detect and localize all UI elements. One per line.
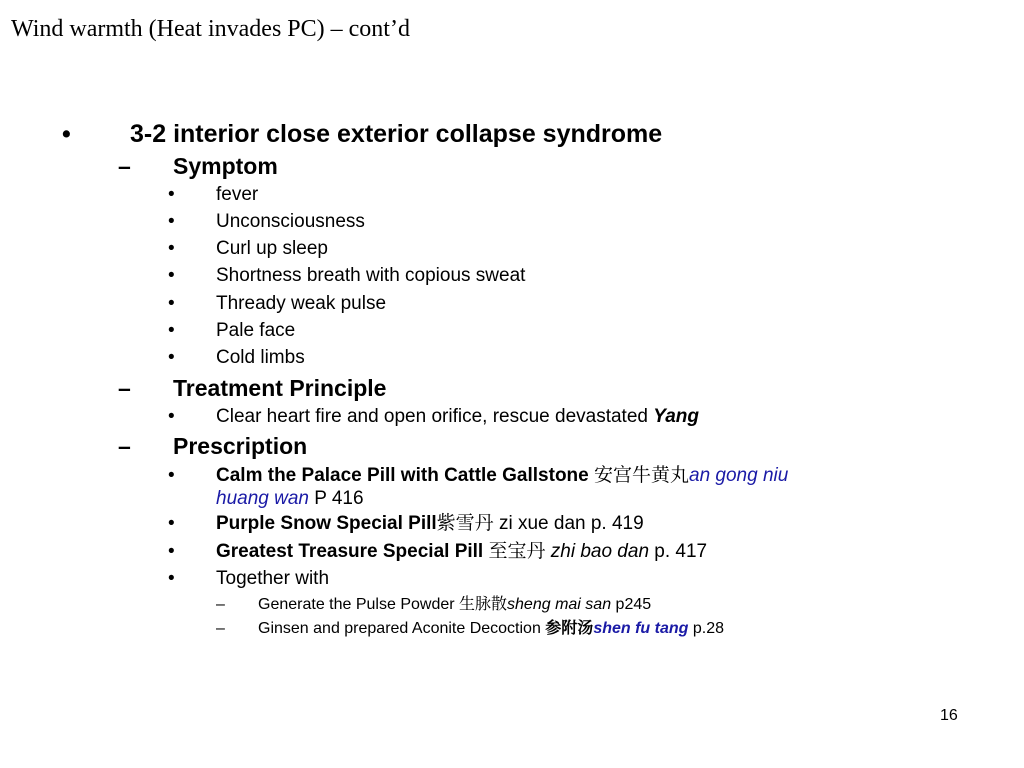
- symptom-item: Cold limbs: [216, 347, 305, 368]
- sub-item: [258, 619, 724, 639]
- prescription-item: [216, 464, 788, 488]
- page-ref: p.28: [688, 620, 725, 637]
- yang-emphasis: Yang: [653, 406, 700, 427]
- prescription-label: Prescription: [173, 433, 308, 459]
- page-ref: P 416: [308, 488, 364, 509]
- symptom-item: fever: [216, 184, 259, 205]
- bullet: •: [168, 465, 175, 486]
- pinyin: huang wan: [216, 488, 309, 509]
- pinyin: zhi bao dan: [550, 541, 650, 562]
- dash: –: [118, 153, 131, 179]
- page-ref: p. 417: [649, 541, 708, 562]
- bullet: •: [168, 541, 175, 562]
- symptom-label: Symptom: [173, 153, 278, 179]
- prescription-item: [216, 512, 644, 536]
- chinese-name: 参附汤: [545, 620, 594, 637]
- treatment-text: Clear heart fire and open orifice, rescue devastated: [216, 406, 654, 427]
- pinyin: sheng mai san: [507, 596, 612, 613]
- treatment-label: Treatment Principle: [173, 375, 387, 401]
- symptom-item: Curl up sleep: [216, 238, 328, 259]
- together-with: Together with: [216, 568, 330, 589]
- symptom-item: Thready weak pulse: [216, 293, 387, 314]
- formula-name: Generate the Pulse Powder: [258, 596, 460, 613]
- page-ref: p245: [611, 596, 652, 613]
- prescription-item: [216, 540, 707, 564]
- sub-item: [258, 595, 651, 615]
- bullet: •: [168, 211, 175, 232]
- pinyin-and-page: zi xue dan p. 419: [493, 513, 644, 534]
- chinese-name: 紫雪丹: [436, 513, 494, 534]
- bullet: •: [168, 347, 175, 368]
- formula-name: Greatest Treasure Special Pill: [216, 541, 489, 562]
- symptom-item: Shortness breath with copious sweat: [216, 265, 526, 286]
- bullet: •: [168, 184, 175, 205]
- dash: –: [118, 433, 131, 459]
- bullet: •: [62, 120, 71, 148]
- dash: –: [216, 596, 225, 613]
- chinese-name: 至宝丹: [488, 541, 551, 562]
- pinyin: an gong niu: [689, 465, 789, 486]
- formula-name: Ginsen and prepared Aconite Decoction: [258, 620, 546, 637]
- prescription-item-cont: [216, 487, 364, 511]
- bullet: •: [168, 265, 175, 286]
- page-number: 16: [940, 707, 958, 724]
- bullet: •: [168, 238, 175, 259]
- bullet: •: [168, 293, 175, 314]
- dash: –: [118, 375, 131, 401]
- treatment-item: [216, 405, 699, 429]
- chinese-name: 生脉散: [459, 596, 508, 613]
- bullet: •: [168, 320, 175, 341]
- formula-name: Purple Snow Special Pill: [216, 513, 437, 534]
- bullet: •: [168, 513, 175, 534]
- formula-name: Calm the Palace Pill with Cattle Gallstone: [216, 465, 594, 486]
- pinyin: shen fu tang: [593, 620, 689, 637]
- symptom-item: Pale face: [216, 320, 296, 341]
- main-heading: 3-2 interior close exterior collapse syndrome: [130, 120, 663, 148]
- slide-title: Wind warmth (Heat invades PC) – cont’d: [11, 16, 410, 42]
- symptom-item: Unconsciousness: [216, 211, 365, 232]
- chinese-name: 安宫牛黄丸: [594, 465, 690, 486]
- bullet: •: [168, 568, 175, 589]
- bullet: •: [168, 406, 175, 427]
- dash: –: [216, 620, 225, 637]
